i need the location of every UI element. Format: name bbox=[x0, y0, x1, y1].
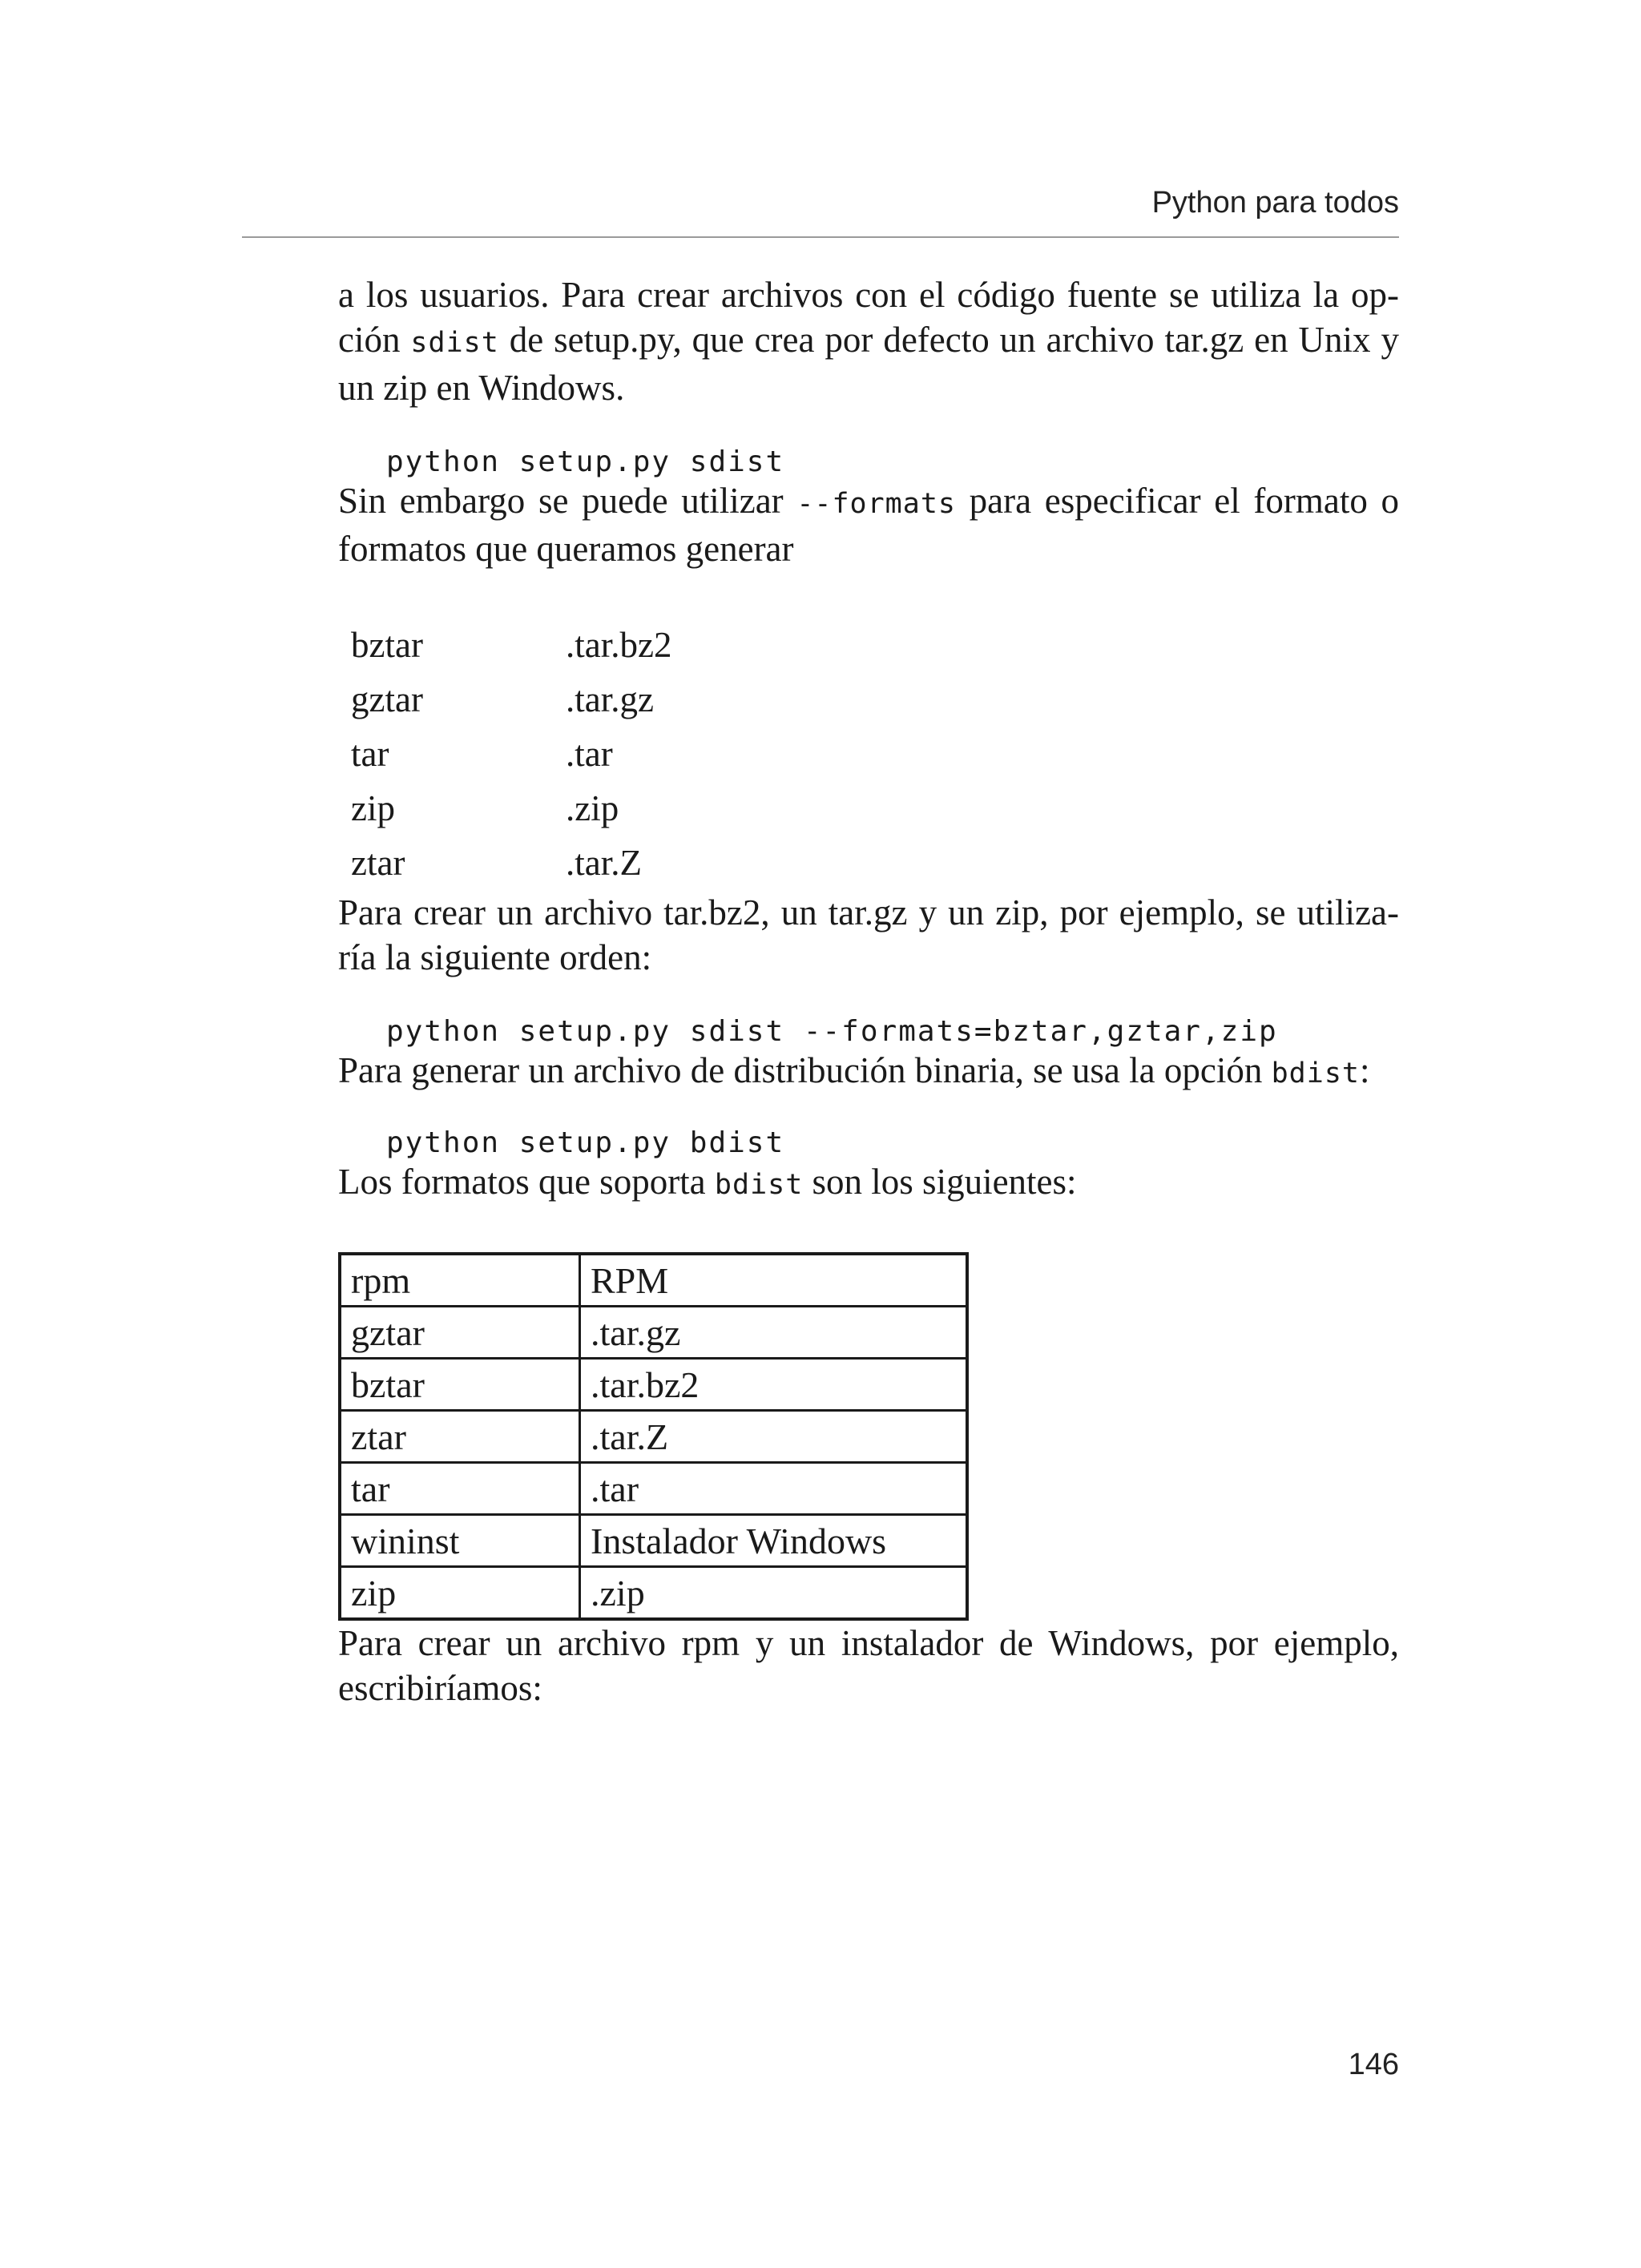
extension-cell: .zip bbox=[580, 1567, 968, 1620]
inline-code-bdist: bdist bbox=[1271, 1057, 1360, 1090]
bdist-formats-table bbox=[338, 1252, 969, 1621]
running-header-title: Python para todos bbox=[1151, 186, 1399, 220]
paragraph-rpm-wininst-example: Para crear un archivo rpm y un instalador de Windows, por ejemplo, escribiríamos: bbox=[338, 1623, 1399, 1708]
code-block-sdist-formats: python setup.py sdist --formats=bztar,gztar,zip bbox=[386, 1015, 1278, 1048]
table-row bbox=[340, 1307, 967, 1359]
paragraph-text: Los formatos que soporta bbox=[338, 1162, 715, 1202]
table-row bbox=[351, 781, 671, 836]
extension-cell: .tar.bz2 bbox=[566, 625, 672, 665]
format-cell: zip bbox=[351, 788, 395, 828]
paragraph-text: de setup.py, que crea por defecto un archivo tar.gz en Unix y un zip en Windows. bbox=[338, 320, 1399, 408]
paragraph-text: para especificar el formato o formatos que queramos generar bbox=[338, 481, 1399, 569]
code-block-sdist: python setup.py sdist bbox=[386, 445, 785, 478]
format-cell: bztar bbox=[351, 625, 423, 665]
table-row bbox=[340, 1254, 967, 1307]
format-cell: ztar bbox=[340, 1411, 580, 1463]
table-row bbox=[340, 1567, 967, 1620]
format-cell: tar bbox=[340, 1463, 580, 1515]
paragraph-text: Sin embargo se puede utilizar bbox=[338, 481, 797, 521]
extension-cell: .tar.bz2 bbox=[580, 1359, 968, 1411]
format-cell: ztar bbox=[351, 843, 405, 883]
paragraph-bdist-formats bbox=[338, 1159, 1399, 1207]
format-cell: bztar bbox=[340, 1359, 580, 1411]
table-row bbox=[351, 618, 671, 672]
page-body bbox=[338, 272, 1399, 1710]
table-row bbox=[351, 836, 671, 890]
paragraph-multi-format-example: Para crear un archivo tar.bz2, un tar.gz y un zip, por ejemplo, se utiliza-ría la siguiente orden: bbox=[338, 892, 1399, 977]
paragraph-text: : bbox=[1359, 1050, 1370, 1090]
table-row bbox=[340, 1411, 967, 1463]
inline-code-formats: --formats bbox=[796, 488, 956, 520]
inline-code-bdist: bdist bbox=[714, 1169, 804, 1201]
extension-cell: .tar.gz bbox=[580, 1307, 968, 1359]
code-block-bdist: python setup.py bdist bbox=[386, 1126, 785, 1159]
table-row bbox=[340, 1463, 967, 1515]
paragraph-text: a los usuarios. Para crear archivos con el código fuente se utiliza la op-ción bbox=[338, 275, 1399, 360]
header-divider bbox=[242, 236, 1399, 238]
extension-cell: .tar.gz bbox=[566, 679, 654, 719]
extension-cell: Instalador Windows bbox=[580, 1515, 968, 1567]
extension-cell: .tar.Z bbox=[580, 1411, 968, 1463]
format-cell: zip bbox=[340, 1567, 580, 1620]
extension-cell: .tar.Z bbox=[566, 843, 642, 883]
page-number: 146 bbox=[1348, 2048, 1399, 2081]
table-row bbox=[340, 1359, 967, 1411]
paragraph-text: son los siguientes: bbox=[803, 1162, 1077, 1202]
format-cell: wininst bbox=[340, 1515, 580, 1567]
paragraph-bdist-intro bbox=[338, 1048, 1399, 1096]
extension-cell: RPM bbox=[580, 1254, 968, 1307]
sdist-formats-table bbox=[351, 618, 671, 890]
format-cell: gztar bbox=[340, 1307, 580, 1359]
table-row bbox=[351, 727, 671, 781]
paragraph-formats-option bbox=[338, 478, 1399, 571]
paragraph-text: Para generar un archivo de distribución binaria, se usa la opción bbox=[338, 1050, 1272, 1090]
format-cell: tar bbox=[351, 734, 389, 774]
extension-cell: .zip bbox=[566, 788, 619, 828]
inline-code-sdist: sdist bbox=[410, 327, 499, 359]
paragraph-sdist-intro bbox=[338, 272, 1399, 410]
format-cell: rpm bbox=[340, 1254, 580, 1307]
extension-cell: .tar bbox=[566, 734, 613, 774]
table-row bbox=[351, 672, 671, 727]
table-row bbox=[340, 1515, 967, 1567]
format-cell: gztar bbox=[351, 679, 423, 719]
extension-cell: .tar bbox=[580, 1463, 968, 1515]
